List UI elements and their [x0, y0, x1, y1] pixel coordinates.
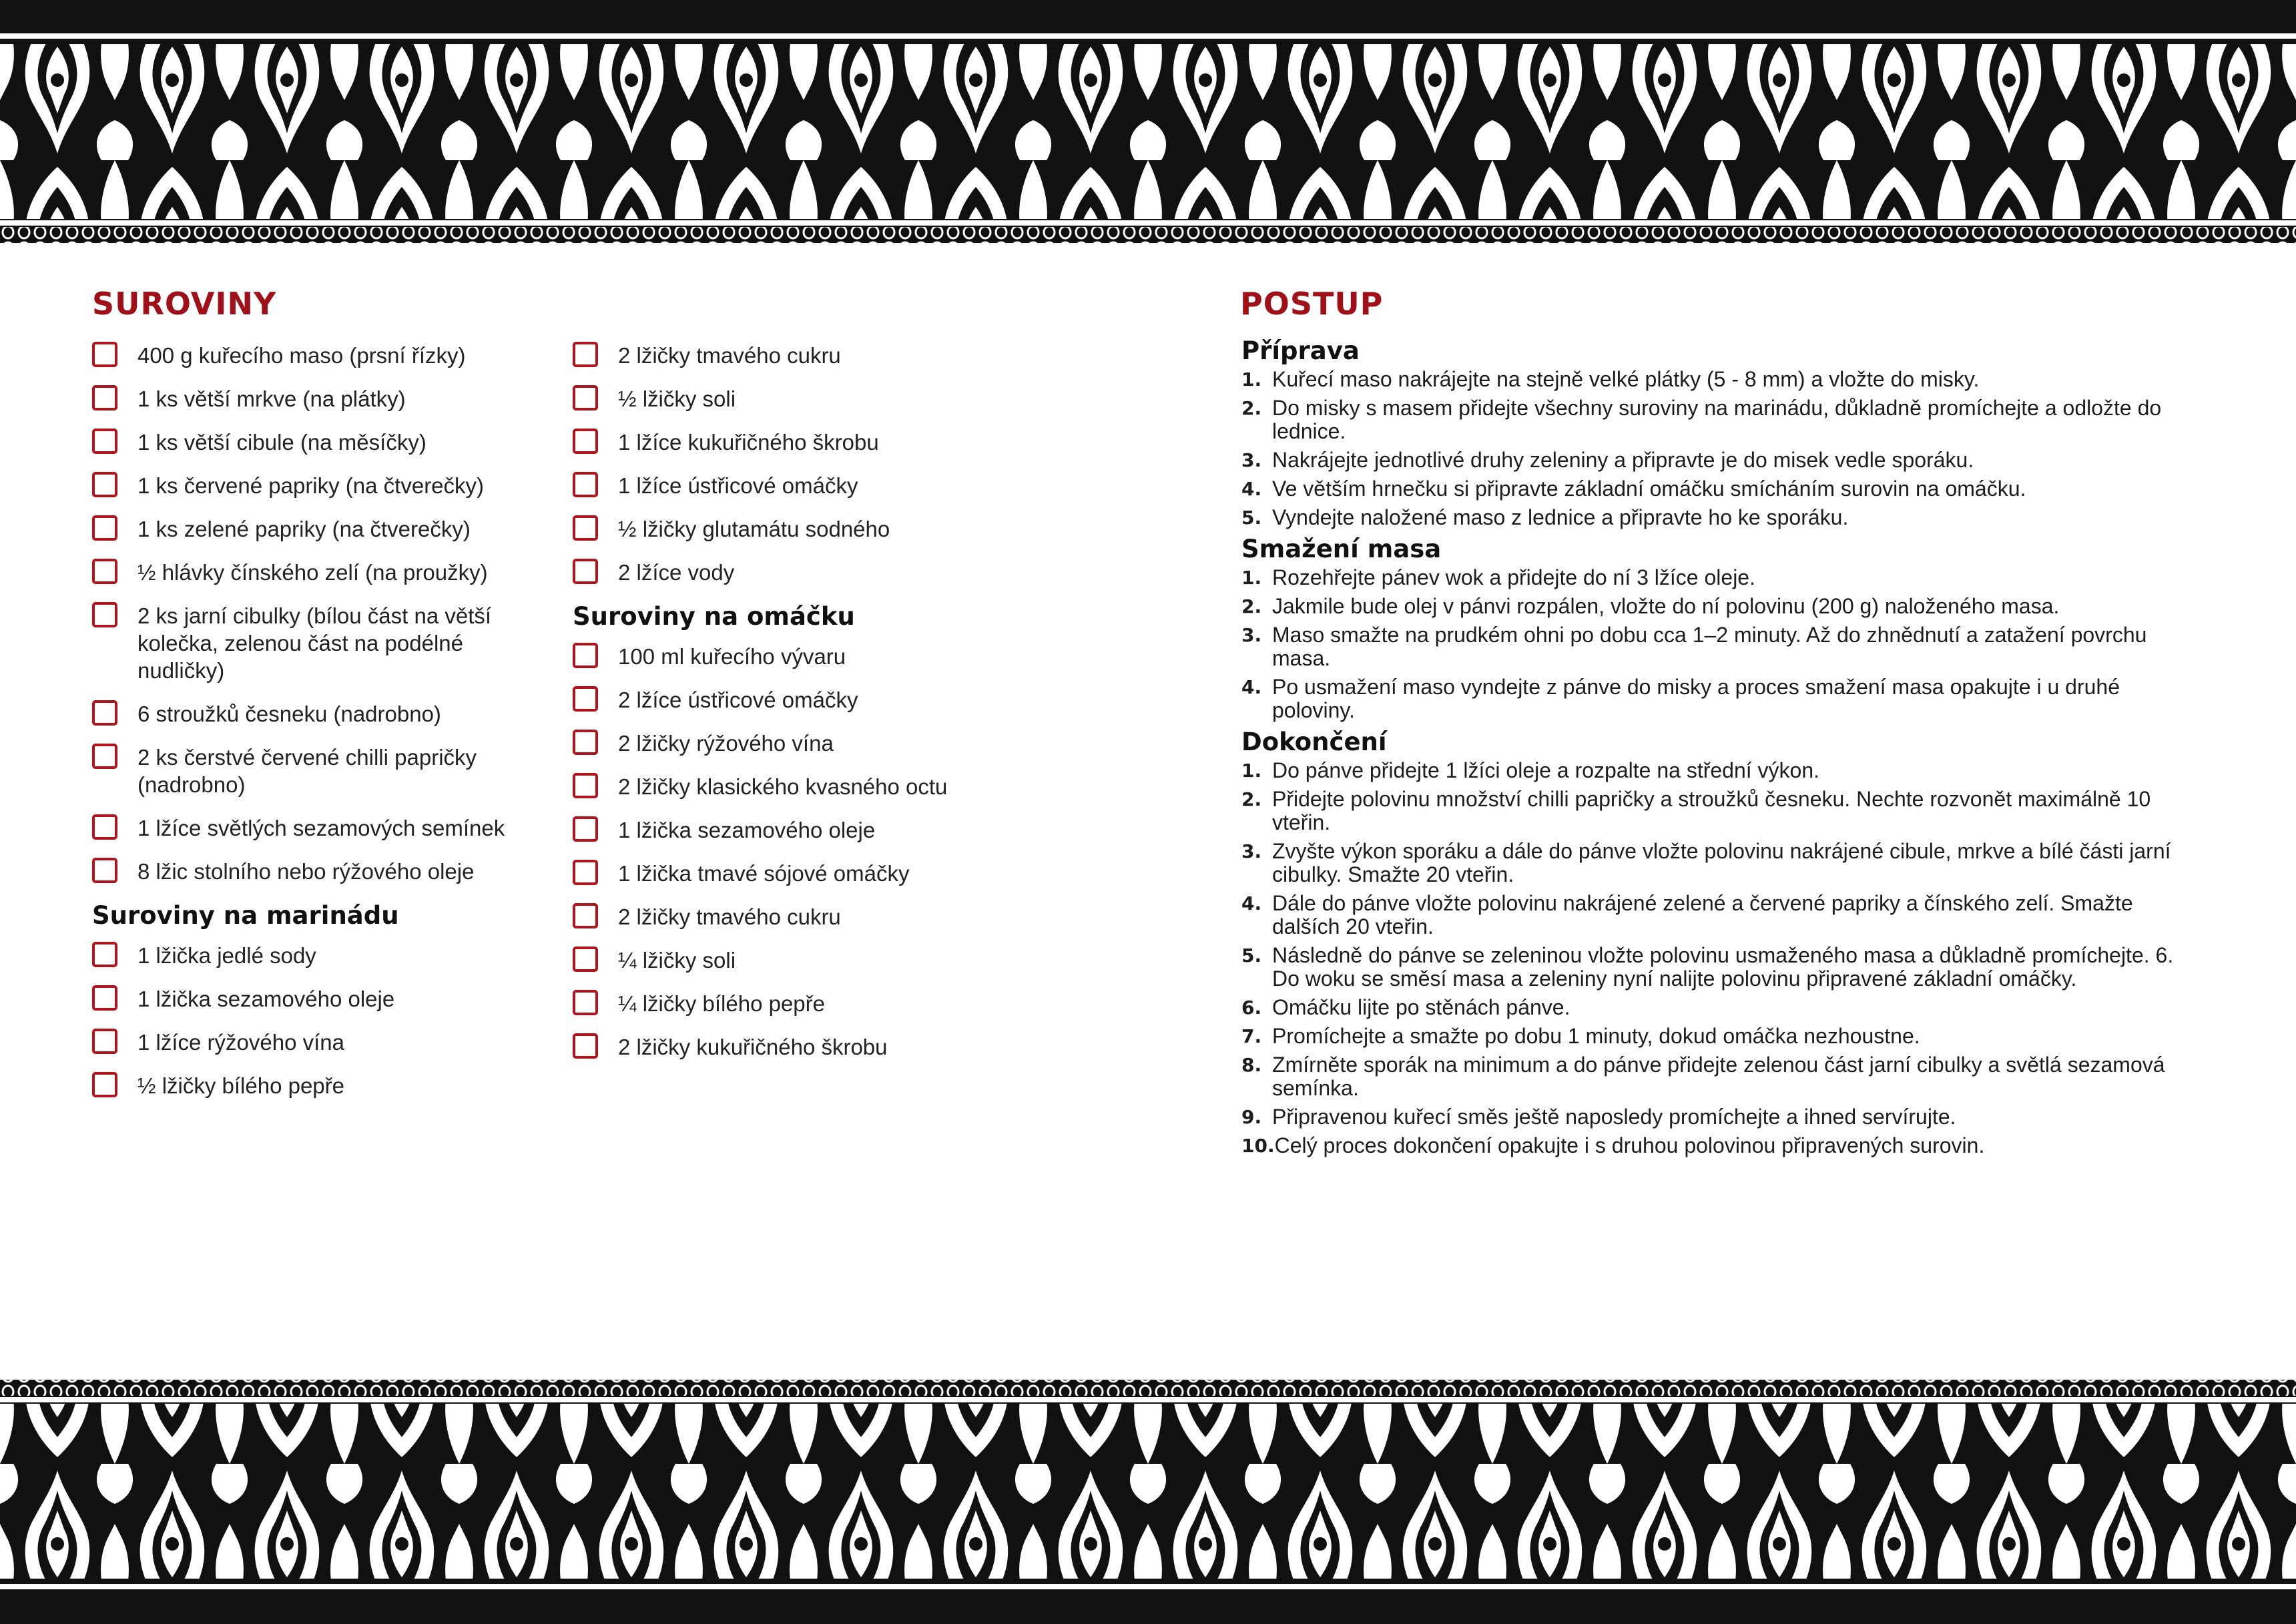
marinade-item: [573, 515, 1027, 543]
ingredient-text: ½ hlávky čínského zelí (na proužky): [137, 560, 488, 585]
ingredient-item: [92, 858, 546, 885]
step-number: 1.: [1241, 567, 1262, 589]
marinade-list: [92, 942, 546, 1099]
procedure-step: [1241, 788, 2196, 834]
marinade-item: [92, 1072, 546, 1099]
ingredient-text: 8 lžic stolního nebo rýžového oleje: [137, 859, 475, 884]
step-text: Omáčku lijte po stěnách pánve.: [1272, 995, 1570, 1019]
ingredient-text: 1 lžíce světlých sezamových semínek: [137, 816, 505, 840]
bottom-ornamental-border: [0, 1365, 2296, 1624]
procedure-step: [1241, 1053, 2196, 1100]
ingredient-text: 2 lžičky tmavého cukru: [618, 904, 841, 929]
ingredient-text: ½ lžičky soli: [618, 386, 736, 411]
ingredient-text: 2 lžíce vody: [618, 560, 735, 585]
procedure-step: [1241, 996, 2196, 1019]
checkbox[interactable]: [92, 942, 117, 967]
checkbox[interactable]: [92, 814, 117, 840]
ingredient-text: 1 lžíce ústřicové omáčky: [618, 473, 858, 498]
procedure-step: [1241, 840, 2196, 886]
checkbox[interactable]: [573, 515, 598, 541]
marinade-item: [573, 472, 1027, 499]
step-number: 8.: [1241, 1054, 1262, 1076]
ingredient-text: ½ lžičky glutamátu sodného: [618, 517, 890, 541]
step-number: 4.: [1241, 892, 1262, 914]
ingredients-column-left: [92, 342, 546, 1115]
ingredient-text: 1 ks zelené papriky (na čtverečky): [137, 517, 471, 541]
step-text: Nakrájejte jednotlivé druhy zeleniny a připravte je do misek vedle sporáku.: [1272, 448, 1974, 472]
ingredient-text: 1 lžíce kukuřičného škrobu: [618, 430, 879, 455]
checkbox[interactable]: [573, 903, 598, 928]
checkbox[interactable]: [573, 472, 598, 497]
marinade-item: [92, 942, 546, 969]
step-number: 1.: [1241, 760, 1262, 782]
ingredient-item: [92, 602, 546, 684]
step-number: 6.: [1241, 997, 1262, 1019]
ingredient-text: 1 lžička sezamového oleje: [137, 987, 395, 1011]
checkbox[interactable]: [573, 773, 598, 798]
procedure-column: [1241, 336, 2196, 1163]
ingredient-text: 1 ks červené papriky (na čtverečky): [137, 473, 485, 498]
ingredient-item: [92, 385, 546, 413]
ingredient-text: 1 lžička sezamového oleje: [618, 818, 876, 842]
step-text: Do misky s masem přidejte všechny suroviny na marinádu, důkladně promíchejte a odložte do lednice.: [1272, 396, 2162, 443]
sauce-item: [573, 730, 1027, 757]
ingredient-text: 100 ml kuřecího vývaru: [618, 644, 846, 669]
procedure-steps: [1241, 566, 2196, 722]
ingredient-item: [92, 559, 546, 586]
procedure-section-title: Příprava: [1241, 336, 1360, 365]
ingredient-text: 2 lžičky rýžového vína: [618, 731, 834, 756]
step-text: Zmírněte sporák na minimum a do pánve přidejte zelenou část jarní cibulky a světlá sezamová semínka.: [1272, 1053, 2165, 1100]
checkbox[interactable]: [573, 559, 598, 584]
sauce-item: [573, 816, 1027, 844]
ingredient-text: ¼ lžičky soli: [618, 948, 736, 973]
marinade-heading: Suroviny na marinádu: [92, 901, 399, 930]
sauce-item: [573, 860, 1027, 887]
step-number: 2.: [1241, 788, 1262, 810]
procedure-step: [1241, 506, 2196, 529]
ingredient-text: 2 lžičky kukuřičného škrobu: [618, 1035, 888, 1059]
checkbox[interactable]: [92, 602, 117, 627]
step-number: 2.: [1241, 595, 1262, 617]
ingredient-item: [92, 429, 546, 456]
checkbox[interactable]: [573, 860, 598, 885]
ingredient-text: 1 ks větší cibule (na měsíčky): [137, 430, 426, 455]
thai-pattern-bottom: [0, 1365, 2296, 1624]
step-number: 7.: [1241, 1025, 1262, 1047]
checkbox[interactable]: [573, 686, 598, 712]
step-text: Dále do pánve vložte polovinu nakrájené zelené a červené papriky a čínského zelí. Smažte dalších 20 vteřin.: [1272, 891, 2133, 938]
step-number: 3.: [1241, 840, 1262, 862]
checkbox[interactable]: [92, 429, 117, 454]
step-text: Kuřecí maso nakrájejte na stejně velké plátky (5 - 8 mm) a vložte do misky.: [1272, 367, 1980, 391]
checkbox[interactable]: [92, 1029, 117, 1054]
sauce-item: [573, 903, 1027, 930]
ingredient-text: 400 g kuřecího maso (prsní řízky): [137, 343, 466, 368]
step-text: Po usmažení maso vyndejte z pánve do misky a proces smažení masa opakujte i u druhé poloviny.: [1272, 675, 2120, 722]
sauce-item: [573, 773, 1027, 800]
step-text: Celý proces dokončení opakujte i s druhou polovinou připravených surovin.: [1274, 1133, 1985, 1157]
ingredients-heading: SUROVINY: [92, 286, 277, 322]
procedure-steps: [1241, 368, 2196, 529]
step-text: Rozehřejte pánev wok a přidejte do ní 3 lžíce oleje.: [1272, 565, 1755, 589]
marinade-item: [573, 342, 1027, 369]
step-number: 9.: [1241, 1106, 1262, 1128]
step-number: 2.: [1241, 397, 1262, 419]
ingredient-item: [92, 700, 546, 728]
procedure-step: [1241, 1025, 2196, 1048]
sauce-item: [573, 686, 1027, 714]
top-ornamental-border: [0, 0, 2296, 254]
step-text: Připravenou kuřecí směs ještě naposledy promíchejte a ihned servírujte.: [1272, 1105, 1956, 1129]
checkbox[interactable]: [92, 700, 117, 726]
step-number: 4.: [1241, 478, 1262, 500]
checkbox[interactable]: [573, 816, 598, 842]
checkbox[interactable]: [92, 342, 117, 367]
procedure-step: [1241, 623, 2196, 670]
thai-pattern-top: [0, 0, 2296, 254]
sauce-item: [573, 643, 1027, 670]
procedure-heading: POSTUP: [1240, 286, 1384, 322]
step-number: 10.: [1241, 1135, 1275, 1157]
step-text: Maso smažte na prudkém ohni po dobu cca 1–2 minuty. Až do zhnědnutí a zatažení povrchu masa.: [1272, 623, 2147, 670]
sauce-item: [573, 946, 1027, 974]
step-text: Zvyšte výkon sporáku a dále do pánve vložte polovinu nakrájené cibule, mrkve a bílé části jarní cibulky. Smažte 20 vteřin.: [1272, 839, 2171, 886]
checkbox[interactable]: [92, 985, 117, 1011]
procedure-step: [1241, 595, 2196, 618]
ingredient-item: [92, 472, 546, 499]
step-text: Ve větším hrnečku si připravte základní omáčku smícháním surovin na omáčku.: [1272, 477, 2026, 501]
ingredient-item: [92, 515, 546, 543]
ingredient-text: 2 lžičky klasického kvasného octu: [618, 774, 948, 799]
step-text: Do pánve přidejte 1 lžíci oleje a rozpalte na střední výkon.: [1272, 758, 1820, 782]
checkbox[interactable]: [92, 559, 117, 584]
procedure-step: [1241, 449, 2196, 472]
checkbox[interactable]: [92, 744, 117, 769]
checkbox[interactable]: [92, 515, 117, 541]
sauce-item: [573, 990, 1027, 1017]
procedure-section-title: Dokončení: [1241, 728, 1387, 756]
ingredient-text: 1 lžíce rýžového vína: [137, 1030, 344, 1055]
ingredient-text: 1 ks větší mrkve (na plátky): [137, 386, 406, 411]
ingredient-text: 2 lžíce ústřicové omáčky: [618, 688, 858, 712]
step-text: Vyndejte naložené maso z lednice a připravte ho ke sporáku.: [1272, 505, 1849, 529]
checkbox[interactable]: [573, 1033, 598, 1059]
procedure-step: [1241, 1105, 2196, 1129]
ingredient-text: 1 lžička tmavé sójové omáčky: [618, 861, 910, 886]
ingredient-item: [92, 744, 546, 798]
step-text: Následně do pánve se zeleninou vložte polovinu usmaženého masa a důkladně promíchejte. 6. Do woku se směsí masa a zeleniny nyní nalijte polovinu připravené základní omáčky.: [1272, 943, 2174, 991]
step-text: Jakmile bude olej v pánvi rozpálen, vložte do ní polovinu (200 g) naloženého masa.: [1272, 594, 2060, 618]
ingredient-item: [92, 342, 546, 369]
sauce-heading: Suroviny na omáčku: [573, 602, 855, 631]
marinade-item: [92, 985, 546, 1013]
procedure-step: [1241, 566, 2196, 589]
step-number: 5.: [1241, 507, 1262, 529]
step-number: 4.: [1241, 676, 1262, 698]
checkbox[interactable]: [573, 946, 598, 972]
step-text: Přidejte polovinu množství chilli papričky a stroužků česneku. Nechte rozvonět maximálně 10 vteřin.: [1272, 787, 2151, 834]
ingredient-text: 2 ks čerstvé červené chilli papričky (nadrobno): [137, 745, 477, 797]
marinade-item: [573, 429, 1027, 456]
step-text: Promíchejte a smažte po dobu 1 minuty, dokud omáčka nezhoustne.: [1272, 1024, 1920, 1048]
sauce-item: [573, 1033, 1027, 1061]
checkbox[interactable]: [92, 858, 117, 883]
ingredients-column-right: [573, 342, 1027, 1077]
ingredient-item: [92, 814, 546, 842]
procedure-step: [1241, 892, 2196, 938]
ingredient-text: 6 stroužků česneku (nadrobno): [137, 702, 441, 726]
procedure-section-title: Smažení masa: [1241, 535, 1442, 563]
checkbox[interactable]: [573, 342, 598, 367]
ingredient-text: 2 lžičky tmavého cukru: [618, 343, 841, 368]
ingredient-text: ¼ lžičky bílého pepře: [618, 991, 826, 1016]
checkbox[interactable]: [92, 1072, 117, 1097]
step-number: 3.: [1241, 449, 1262, 471]
marinade-list-continued: [573, 342, 1027, 586]
ingredient-text: 2 ks jarní cibulky (bílou část na větší kolečka, zelenou část na podélné nudličky): [137, 603, 492, 683]
step-number: 3.: [1241, 624, 1262, 646]
checkbox[interactable]: [573, 429, 598, 454]
main-ingredients-list: [92, 342, 546, 885]
checkbox[interactable]: [573, 643, 598, 668]
ingredient-text: 1 lžička jedlé sody: [137, 943, 316, 968]
procedure-step: [1241, 675, 2196, 722]
procedure-step: [1241, 1134, 2196, 1157]
ingredient-text: ½ lžičky bílého pepře: [137, 1073, 345, 1098]
marinade-item: [573, 559, 1027, 586]
checkbox[interactable]: [92, 385, 117, 411]
marinade-item: [92, 1029, 546, 1056]
procedure-step: [1241, 944, 2196, 991]
step-number: 5.: [1241, 944, 1262, 967]
marinade-item: [573, 385, 1027, 413]
checkbox[interactable]: [92, 472, 117, 497]
step-number: 1.: [1241, 368, 1262, 390]
procedure-step: [1241, 477, 2196, 501]
procedure-step: [1241, 368, 2196, 391]
checkbox[interactable]: [573, 990, 598, 1015]
checkbox[interactable]: [573, 730, 598, 755]
procedure-steps: [1241, 759, 2196, 1157]
procedure-step: [1241, 759, 2196, 782]
procedure-step: [1241, 396, 2196, 443]
sauce-list: [573, 643, 1027, 1061]
checkbox[interactable]: [573, 385, 598, 411]
